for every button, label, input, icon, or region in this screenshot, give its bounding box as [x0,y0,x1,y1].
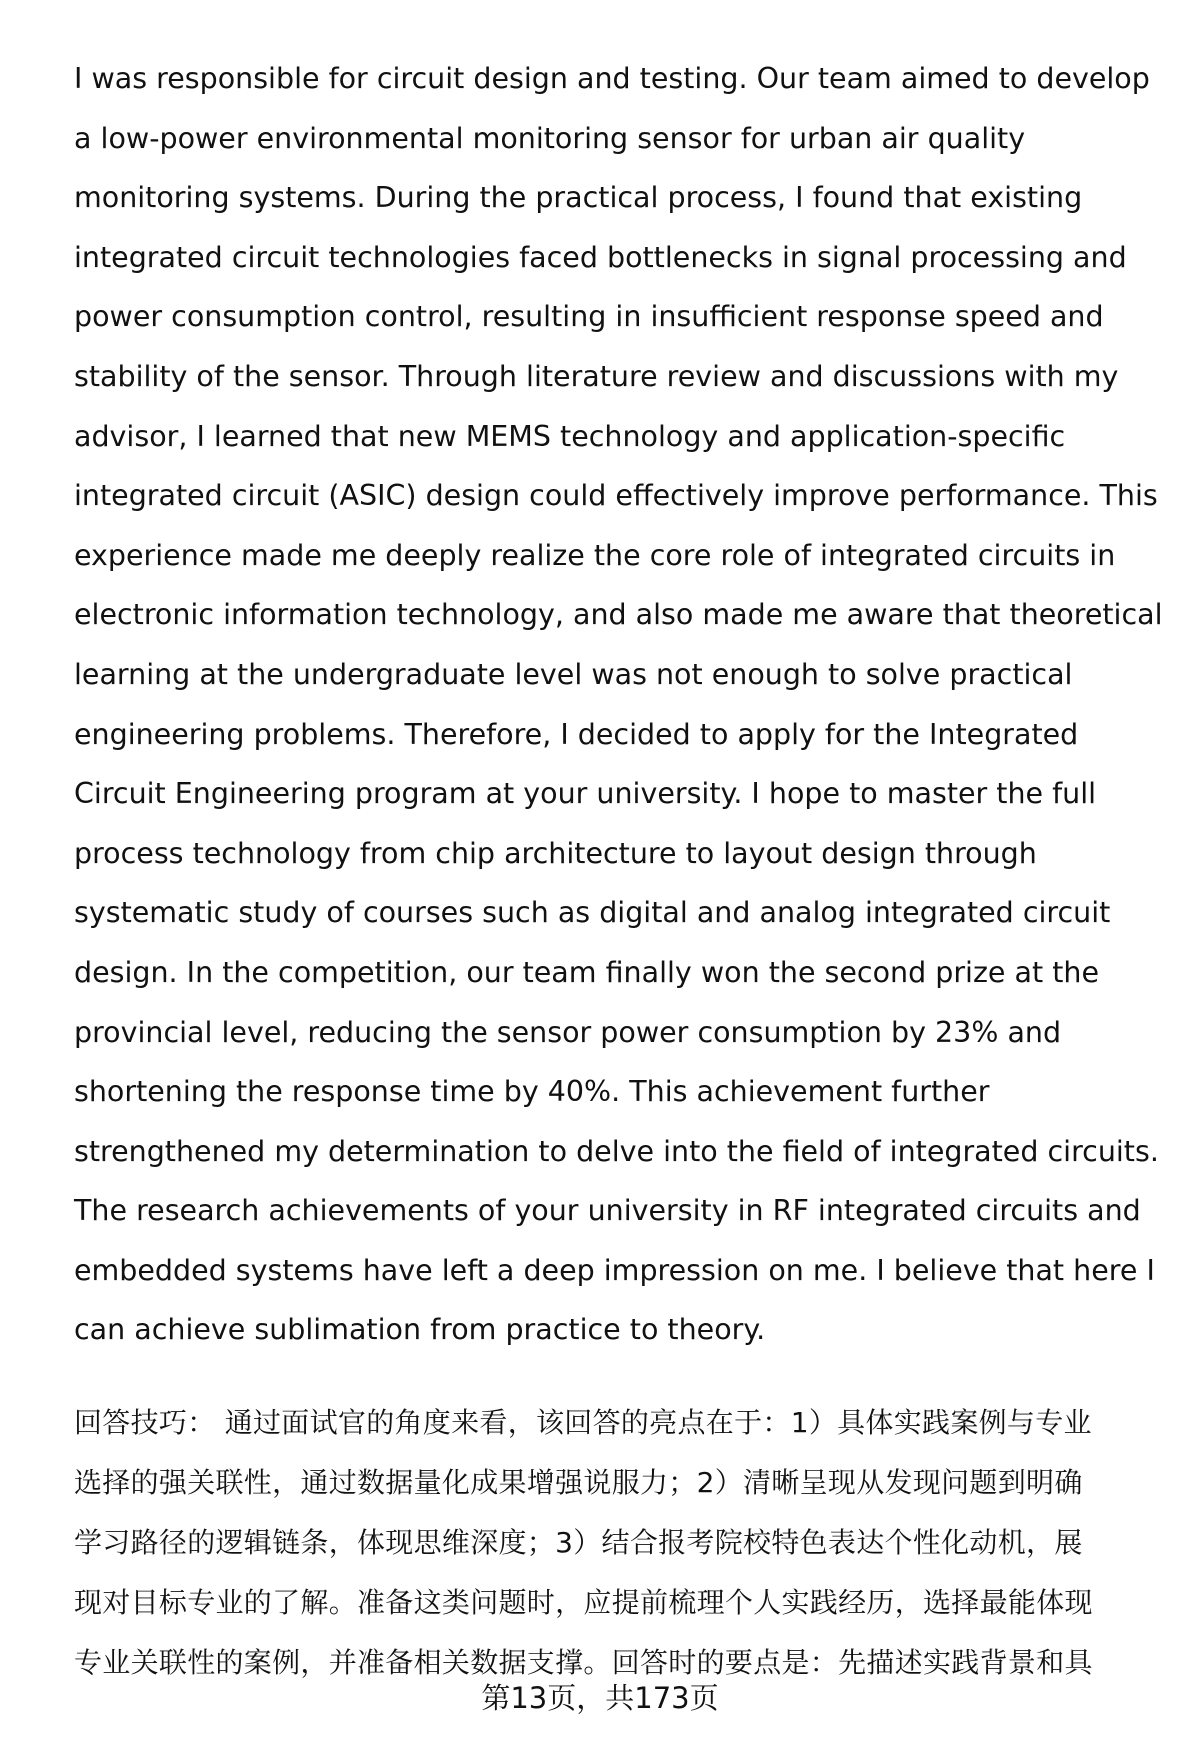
text-line: electronic information technology, and also made me aware that theoretical [74,598,1163,632]
text-line: provincial level, reducing the sensor power consumption by 23% and [74,1015,1062,1049]
text-line: a low-power environmental monitoring sensor for urban air quality [74,121,1026,155]
text-line: The research achievements of your university in RF integrated circuits and [74,1194,1141,1228]
text-line: process technology from chip architecture to layout design through [74,836,1037,870]
text-line: monitoring systems. During the practical process, I found that existing [74,181,1083,215]
text-line: I was responsible for circuit design and testing. Our team aimed to develop [74,62,1150,95]
answer-tips-paragraph [74,1402,1174,1702]
essay-paragraph [74,58,1174,1369]
text-line: 回答技巧： 通过面试官的角度来看，该回答的亮点在于：1）具体实践案例与专业 [74,1406,1092,1439]
text-line: 现对目标专业的了解。准备这类问题时，应提前梳理个人实践经历，选择最能体现 [74,1586,1093,1619]
text-line: 学习路径的逻辑链条，体现思维深度；3）结合报考院校特色表达个性化动机，展 [74,1526,1083,1559]
text-line: can achieve sublimation from practice to theory. [74,1313,766,1347]
text-line: learning at the undergraduate level was not enough to solve practical [74,657,1073,691]
text-line: experience made me deeply realize the core role of integrated circuits in [74,538,1116,572]
text-line: advisor, I learned that new MEMS technology and application-specific [74,419,1066,453]
text-line: strengthened my determination to delve into the field of integrated circuits. [74,1134,1159,1168]
page-number: 第13页，共173页 [481,1681,719,1715]
text-line: engineering problems. Therefore, I decided to apply for the Integrated [74,717,1079,751]
text-line: stability of the sensor. Through literature review and discussions with my [74,359,1119,393]
text-line: design. In the competition, our team finally won the second prize at the [74,955,1099,989]
text-line: shortening the response time by 40%. This achievement further [74,1075,990,1109]
text-line: integrated circuit (ASIC) design could effectively improve performance. This [74,479,1158,513]
text-line: integrated circuit technologies faced bottlenecks in signal processing and [74,240,1127,274]
text-line: 选择的强关联性，通过数据量化成果增强说服力；2）清晰呈现从发现问题到明确 [74,1466,1083,1499]
text-line: power consumption control, resulting in insufficient response speed and [74,300,1104,334]
text-line: embedded systems have left a deep impression on me. I believe that here I [74,1253,1155,1287]
text-line: systematic study of courses such as digital and analog integrated circuit [74,896,1111,930]
text-line: Circuit Engineering program at your university. I hope to master the full [74,777,1097,811]
text-line: 专业关联性的案例，并准备相关数据支撑。回答时的要点是：先描述实践背景和具 [74,1646,1093,1679]
